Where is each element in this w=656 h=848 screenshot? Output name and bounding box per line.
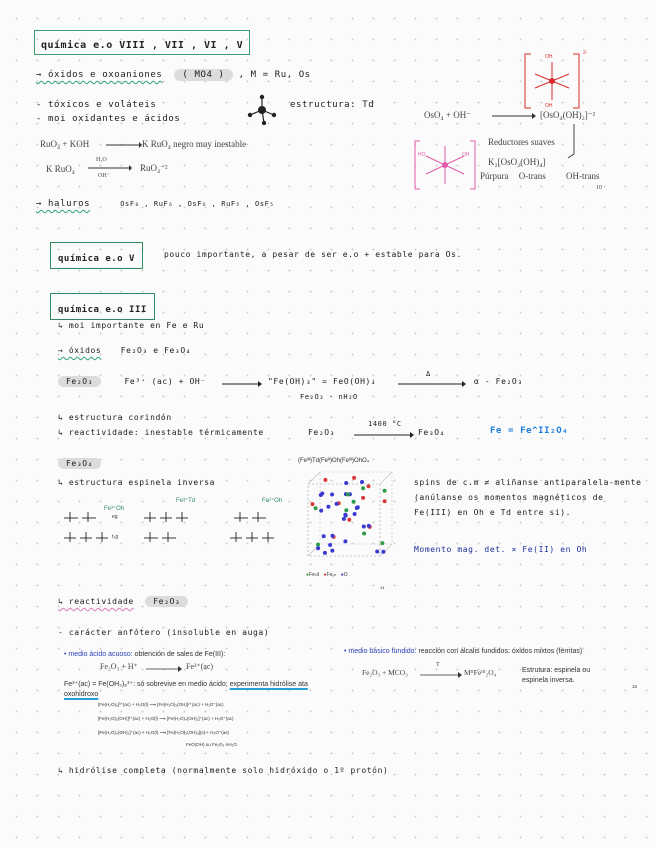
hydrolysis-step-3: [Fe(H₂O)₄(OH)₂]⁺(ac) + H₂O(l) ⟶ [Fe(H₂O)₃(OH)₃](s) + H₃O⁺(ac) [98, 730, 230, 735]
osmium-eq-right: [OsO₄(OH)₂]⁻² [540, 110, 596, 120]
figure-number: 14 [380, 585, 385, 590]
fe-formula: Fe = Fe^II₂O₄ [490, 426, 569, 436]
toxic-note: - tóxicos e voláteis [36, 100, 157, 110]
eo5-title: química e.o V [58, 254, 135, 264]
fe2o3-intermediate: "Fe(OH)₃" = FeO(OH)↓ [268, 377, 377, 386]
ruo4-product: K RuO₄ negro muy inestable [142, 139, 247, 149]
osmium-page-number: 10 [596, 185, 602, 191]
osmium-octahedron-red [523, 52, 581, 110]
crystal-atom [361, 486, 365, 490]
crystal-atom [343, 539, 347, 543]
fe2o3-delta: Δ [426, 370, 431, 378]
orbital-diagram [64, 506, 304, 546]
amphoteric-note: - carácter anfótero (insoluble en auga) [58, 628, 270, 637]
acid-eq-reactant: Fe₂O₃ + H⁺ [100, 662, 138, 671]
crystal-atom [331, 534, 335, 538]
mo4-pill: ( MO4 ) [174, 69, 232, 81]
crystal-atom [352, 500, 356, 504]
fe3o4-pill: Fe₃O₄ [58, 458, 101, 469]
orbital-label-oh: Fe³⁺Oh [104, 506, 125, 512]
complete-hydrolysis-note: ↳ hidrólise completa (normalmente solo hidróxido o 1º protón) [58, 766, 389, 775]
halides-line: → haluros OsF₈ , RuF₆ , OsF₆ , RuF₅ , OsF₅ [36, 199, 275, 209]
crystal-atom [375, 550, 379, 554]
basic-eq-product: MᴵᴵFeᴵᴵᴵ₂O₄ [464, 668, 497, 677]
reactivity2-line: ↳ reactividade Fe₂O₃ [58, 597, 188, 606]
osmium-product: K₂[OsO₂(OH)₄] [488, 157, 546, 167]
pink-ho-left: HO [418, 152, 426, 158]
page-title: química e.o VIII , VII , VI , V [41, 40, 244, 51]
crystal-formula: (Feᴵᴵᴵ)Td(Feᴵᴵ)Oh(Feᴵᴵᴵ)OhO₄ [298, 458, 370, 464]
eo5-title-box [50, 242, 143, 269]
reactivity-note: ↳ reactividade: inestable térmicamente [58, 428, 264, 437]
crystal-atom [330, 493, 334, 497]
crystal-atom [320, 492, 324, 496]
crystal-atom [346, 492, 350, 496]
spinel-note: ↳ estructura espinela inversa [58, 478, 216, 487]
crystal-atom [353, 512, 357, 516]
red-charge: 2- [583, 50, 588, 56]
fe2o3-arrow-1 [222, 379, 262, 389]
red-oh-top: OH [545, 54, 553, 60]
crystal-atom [383, 489, 387, 493]
fe2o3-heat-reactant: Fe₂O₃ [308, 428, 336, 437]
orbital-label-td: Fe³⁺Td [176, 498, 196, 504]
spinel-crystal-image [298, 468, 398, 578]
crystal-atom [328, 543, 332, 547]
crystal-atom [322, 534, 326, 538]
spins-note: spins de c.m ≠ aliñanse antiparalela-mente (anúlanse os momentos magnéticos de Fe(III) en Oh e Td entre si). [414, 478, 642, 517]
orbital-label-fe2: Fe²⁺Oh [262, 498, 283, 504]
crystal-atom [342, 517, 346, 521]
crystal-atom [323, 551, 327, 555]
crystal-atom [343, 513, 347, 517]
corundum-note: ↳ estructura corindón [58, 413, 172, 422]
fe3o4-product: Fe₃O₄ [418, 428, 446, 437]
fe2o3-eq-line: Fe₂O₃ Fe³⁺ (ac) + OH⁻ [58, 377, 206, 386]
orbital-eg-label: eg [112, 514, 118, 520]
crystal-atom [311, 502, 315, 506]
eo3-importance: ↳ moi importante en Fe e Ru [58, 321, 205, 330]
eo3-title: química e.o III [58, 305, 147, 315]
reactivity2-pill: Fe₂O₃ [145, 596, 188, 607]
crystal-atom [356, 505, 360, 509]
fe3o4-pill-line [58, 459, 101, 468]
kruo4-top-cond: H₂O [96, 157, 107, 163]
crystal-legend: ●Feₜd ●Feₒₕ ●O [306, 572, 348, 578]
osmium-arrow-down [568, 124, 580, 160]
crystal-atom [316, 546, 320, 550]
oxides-heading: → óxidos e oxoaniones ( MO4 ) , M = Ru, Os [36, 70, 311, 80]
ruo4-equation: RuO₄ + KOH [40, 139, 90, 149]
magnetic-moment-note: Momento mag. det. × Fe(II) en Oh [414, 545, 588, 554]
basic-eq-t: T [436, 662, 440, 668]
hydrolysis-step-4: FeO(OH) ou Fe₂O₃·nH₂O [186, 742, 237, 747]
basic-structure: Estrutura: espinela ou espinela inversa. [522, 667, 591, 684]
crystal-atom [352, 476, 356, 480]
basic-medium-line: • medio básico fundido: reacción con álcalis fundidos: óxidos mixtos (ferritas) [344, 648, 583, 655]
orbital-t2g-label: t₂g [112, 534, 119, 540]
reductor-label: Reductores suaves [488, 137, 555, 147]
osmium-arrow-right [492, 111, 536, 121]
crystal-atom [330, 549, 334, 553]
kruo4-bottom-cond: OH⁻ [98, 173, 110, 179]
acid-arrow [146, 664, 182, 674]
tetrahedral-structure-icon [245, 93, 279, 127]
kruo4-arrow [88, 163, 132, 173]
eo5-note: pouco importante, a pesar de ser e.o + estable para Os. [164, 250, 462, 259]
crystal-atom [323, 478, 327, 482]
basic-arrow [420, 670, 462, 680]
pink-oh-right: OH [462, 152, 470, 158]
crystal-atom [344, 481, 348, 485]
crystal-atom [361, 496, 365, 500]
structure-note: estructura: Td [290, 100, 375, 110]
osmium-eq-left: OsO₄ + OH⁻ [424, 110, 471, 120]
acid-medium-line: • medio ácido acuoso: obtención de sales de Fe(III): [64, 651, 226, 658]
crystal-atom [314, 506, 318, 510]
page-title-box [34, 30, 250, 55]
crystal-atom [362, 532, 366, 536]
eo3-title-box [50, 293, 155, 320]
osmium-octahedron-pink [414, 140, 476, 190]
crystal-atom [335, 502, 339, 506]
eo3-oxides: → óxidos Fe₂O₃ e Fe₃O₄ [58, 346, 192, 355]
crystal-atom [380, 541, 384, 545]
red-oh-bottom: OH [545, 103, 553, 109]
crystal-atom [344, 508, 348, 512]
oxidizing-note: - moi oxidantes e ácidos [36, 114, 181, 124]
hydrolysis-note: Fe³⁺(ac) = Fe(OH₂)₆³⁺: só sobrevive en medio ácido; experimenta hidrólise ata oxohidroxo [64, 681, 308, 698]
crystal-atom [347, 518, 351, 522]
basic-eq-reactant: Fe₂O₃ + MCO₃ [362, 668, 408, 677]
crystal-atom [381, 550, 385, 554]
crystal-atom [319, 509, 323, 513]
crystal-atom [326, 505, 330, 509]
crystal-atom [362, 525, 366, 529]
temperature-label: 1400 °C [368, 420, 402, 428]
basic-page-number: 15 [632, 684, 638, 689]
crystal-atom [367, 524, 371, 528]
fe2o3-arrow-2 [398, 379, 466, 389]
hydrolysis-step-1: [Fe(H₂O)₆]³⁺(ac) + H₂O(l) ⟶ [Fe(H₂O)₅(OH)]²⁺(ac) + H₃O⁺(ac) [98, 702, 224, 707]
crystal-atom [383, 499, 387, 503]
fe2o3-pill: Fe₂O₃ [58, 376, 101, 387]
fe2o3-hydrate: Fe₂O₃ · nH₂O [300, 393, 358, 401]
hydrolysis-step-2: [Fe(H₂O)₅(OH)]²⁺(ac) + H₂O(l) ⟶ [Fe(H₂O)₄(OH)₂]⁺(ac) + H₃O⁺(ac) [98, 716, 234, 721]
kruo4-reactant: K RuO₄ [46, 164, 75, 174]
fe2o3-product: α - Fe₂O₃ [474, 377, 523, 386]
acid-eq-product: Fe³⁺(ac) [186, 662, 214, 671]
heat-arrow [354, 430, 414, 440]
crystal-atom [316, 543, 320, 547]
ruo4-arrow [106, 140, 142, 150]
crystal-atom [367, 484, 371, 488]
purpura-label: Púrpura O-trans OH-trans [480, 171, 600, 181]
crystal-atom [360, 480, 364, 484]
kruo4-product: RuO₄⁻² [140, 163, 168, 173]
